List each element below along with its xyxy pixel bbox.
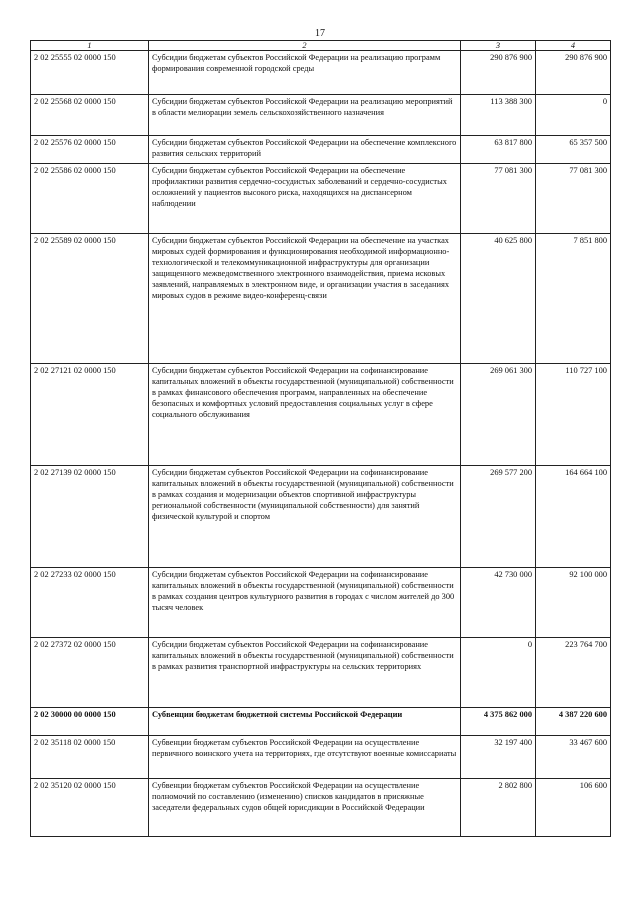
income-description: Субсидии бюджетам субъектов Российской Федерации на обеспечение профилактики развития сердечно-сосудистых заболеваний и сердечно-сосудистых осложнений у пациентов высокого риска, находящихся на диспансерном наблюдении (149, 164, 461, 234)
amount-col4: 106 600 (536, 779, 611, 837)
budget-code: 2 02 25586 02 0000 150 (31, 164, 149, 234)
amount-col3: 40 625 800 (461, 234, 536, 364)
income-description: Субсидии бюджетам субъектов Российской Федерации на реализацию программ формирования современной городской среды (149, 51, 461, 95)
amount-col4: 290 876 900 (536, 51, 611, 95)
budget-code: 2 02 27139 02 0000 150 (31, 466, 149, 568)
budget-code: 2 02 25589 02 0000 150 (31, 234, 149, 364)
amount-col4: 65 357 500 (536, 136, 611, 164)
column-header: 1 (31, 41, 149, 51)
amount-col3: 4 375 862 000 (461, 708, 536, 736)
table-row (31, 136, 611, 164)
amount-col3: 63 817 800 (461, 136, 536, 164)
income-description: Субсидии бюджетам субъектов Российской Федерации на обеспечение на участках мировых судей формирования и функционирования необходимой информационно-технологической и телекоммуникационной инфраструктуры для организации защищенного межведомственного электронного взаимодействия, приема исковых заявлений, направляемых в электронном виде, и организации участия в заседаниях мировых судов в режиме видео-конференц-связи (149, 234, 461, 364)
amount-col4: 223 764 700 (536, 638, 611, 708)
budget-code: 2 02 27233 02 0000 150 (31, 568, 149, 638)
budget-code: 2 02 30000 00 0000 150 (31, 708, 149, 736)
table-row (31, 51, 611, 95)
budget-code: 2 02 25576 02 0000 150 (31, 136, 149, 164)
budget-code: 2 02 35118 02 0000 150 (31, 736, 149, 779)
column-header: 3 (461, 41, 536, 51)
table-row (31, 466, 611, 568)
amount-col4: 4 387 220 600 (536, 708, 611, 736)
amount-col3: 113 388 300 (461, 95, 536, 136)
budget-code: 2 02 35120 02 0000 150 (31, 779, 149, 837)
table-row (31, 234, 611, 364)
income-description: Субсидии бюджетам субъектов Российской Федерации на софинансирование капитальных вложений в объекты государственной (муниципальной) собственности в рамках создания центров культурного развития в городах с числом жителей до 300 тысяч человек (149, 568, 461, 638)
amount-col4: 92 100 000 (536, 568, 611, 638)
column-header: 2 (149, 41, 461, 51)
table-row (31, 779, 611, 837)
budget-code: 2 02 27121 02 0000 150 (31, 364, 149, 466)
amount-col3: 290 876 900 (461, 51, 536, 95)
budget-code: 2 02 25568 02 0000 150 (31, 95, 149, 136)
table-row (31, 164, 611, 234)
income-description: Субвенции бюджетам субъектов Российской Федерации на осуществление первичного воинского учета на территориях, где отсутствуют военные комиссариаты (149, 736, 461, 779)
amount-col3: 42 730 000 (461, 568, 536, 638)
table-row (31, 568, 611, 638)
amount-col3: 269 577 200 (461, 466, 536, 568)
income-description: Субвенции бюджетам бюджетной системы Российской Федерации (149, 708, 461, 736)
amount-col4: 0 (536, 95, 611, 136)
table-row (31, 364, 611, 466)
amount-col4: 110 727 100 (536, 364, 611, 466)
income-description: Субсидии бюджетам субъектов Российской Федерации на софинансирование капитальных вложений в объекты государственной (муниципальной) собственности в рамках финансового обеспечения программ, направленных на обеспечение безопасных и комфортных условий предоставления социальных услуг в сфере социального обслуживания (149, 364, 461, 466)
amount-col4: 7 851 800 (536, 234, 611, 364)
amount-col4: 33 467 600 (536, 736, 611, 779)
amount-col3: 269 061 300 (461, 364, 536, 466)
table-row (31, 736, 611, 779)
table-row (31, 638, 611, 708)
amount-col4: 164 664 100 (536, 466, 611, 568)
table-row (31, 708, 611, 736)
income-description: Субсидии бюджетам субъектов Российской Федерации на софинансирование капитальных вложений в объекты государственной (муниципальной) собственности в рамках создания и модернизации объектов спортивной инфраструктуры региональной собственности (муниципальной собственности) для занятий физической культурой и спортом (149, 466, 461, 568)
table-row (31, 95, 611, 136)
amount-col3: 77 081 300 (461, 164, 536, 234)
page-number: 17 (315, 28, 325, 39)
budget-code: 2 02 27372 02 0000 150 (31, 638, 149, 708)
amount-col3: 32 197 400 (461, 736, 536, 779)
budget-table (30, 40, 611, 837)
income-description: Субвенции бюджетам субъектов Российской Федерации на осуществление полномочий по составлению (изменению) списков кандидатов в присяжные заседатели федеральных судов общей юрисдикции в Российской Федерации (149, 779, 461, 837)
income-description: Субсидии бюджетам субъектов Российской Федерации на софинансирование капитальных вложений в объекты государственной (муниципальной) собственности в рамках развития транспортной инфраструктуры на сельских территориях (149, 638, 461, 708)
income-description: Субсидии бюджетам субъектов Российской Федерации на обеспечение комплексного развития сельских территорий (149, 136, 461, 164)
budget-code: 2 02 25555 02 0000 150 (31, 51, 149, 95)
income-description: Субсидии бюджетам субъектов Российской Федерации на реализацию мероприятий в области мелиорации земель сельскохозяйственного назначения (149, 95, 461, 136)
column-header: 4 (536, 41, 611, 51)
amount-col4: 77 081 300 (536, 164, 611, 234)
table-header-row (31, 41, 611, 51)
amount-col3: 2 802 800 (461, 779, 536, 837)
amount-col3: 0 (461, 638, 536, 708)
